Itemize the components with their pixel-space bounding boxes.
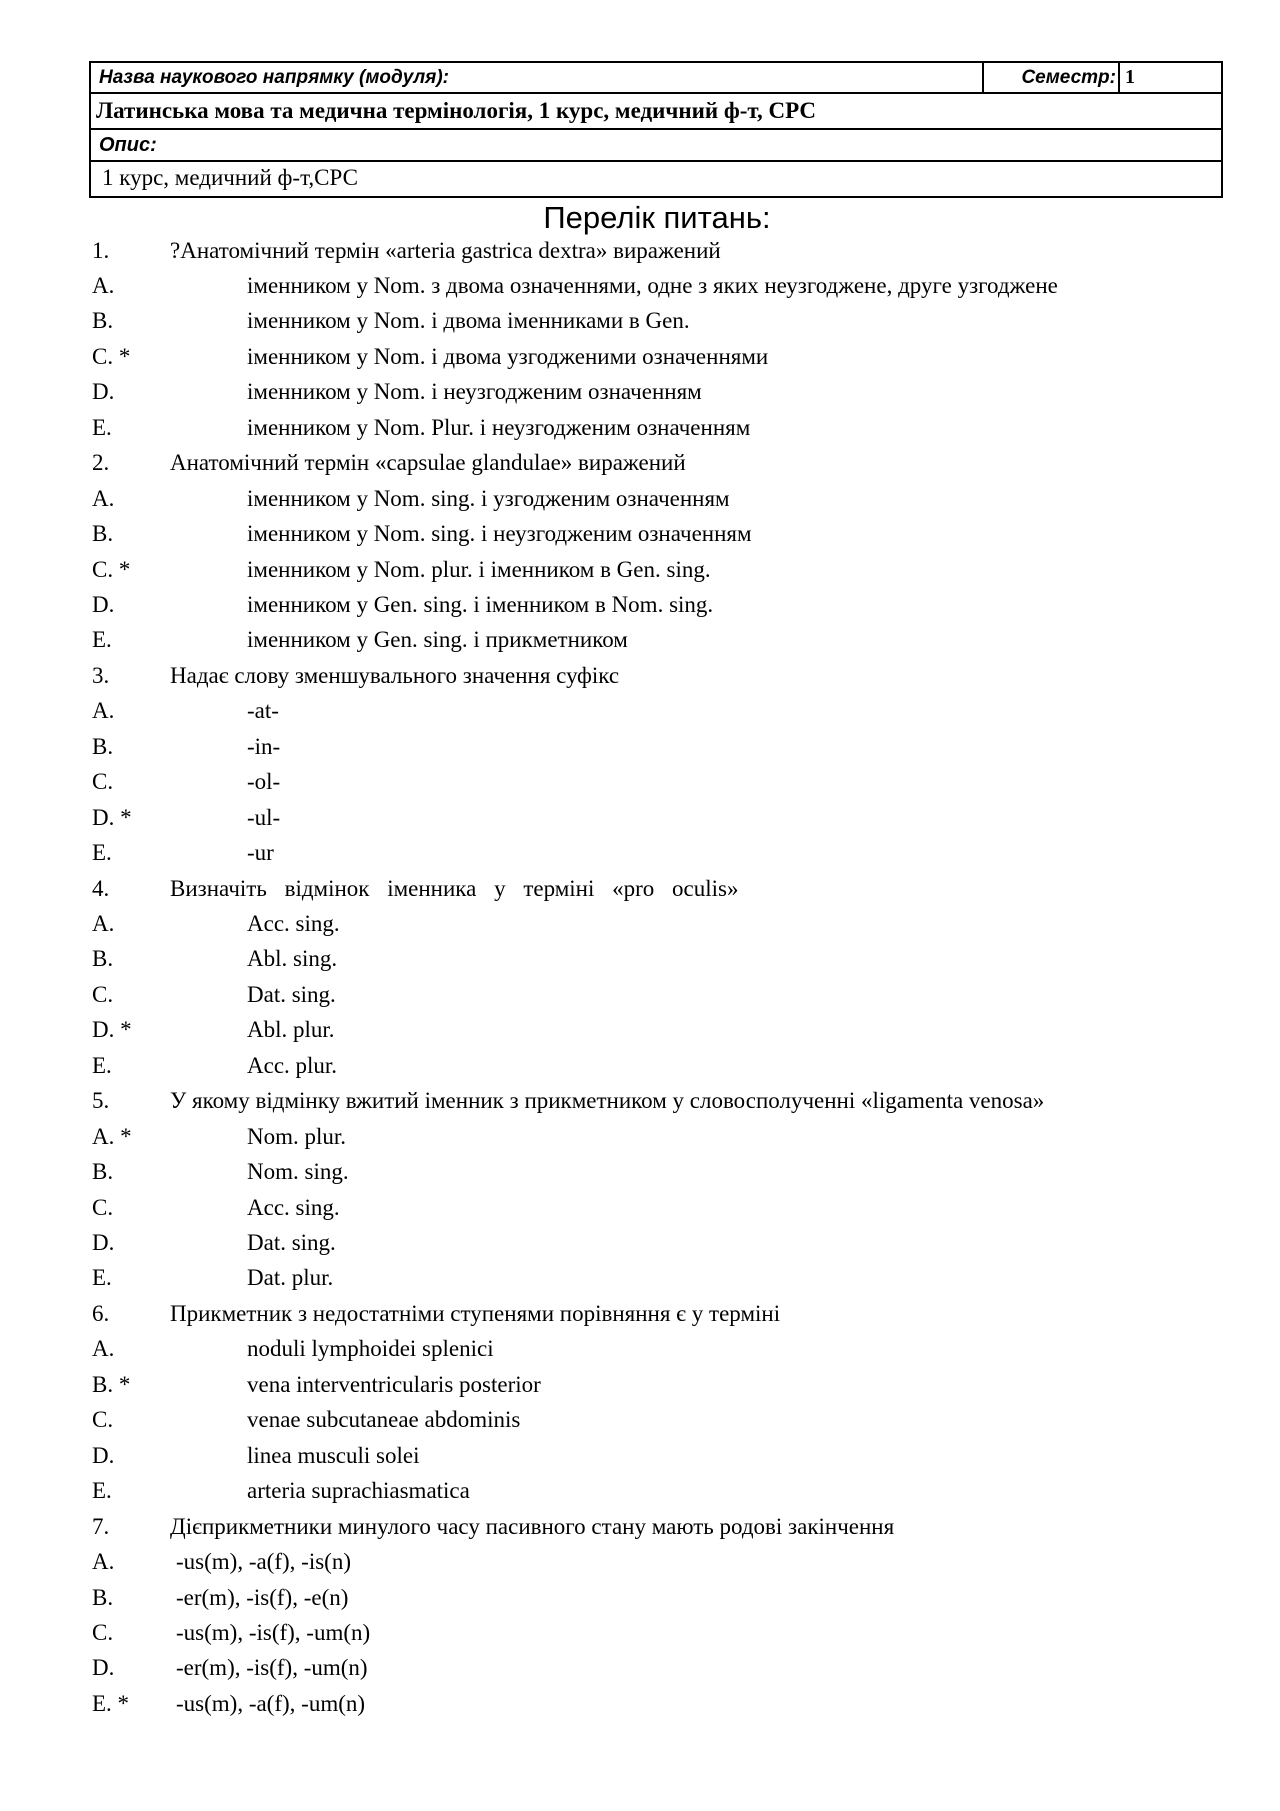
option-label: E. * — [92, 1691, 130, 1716]
option-text: -ur — [247, 840, 274, 865]
option-row — [0, 412, 1280, 444]
option-label: E. — [92, 1265, 112, 1290]
option-row — [0, 979, 1280, 1011]
question-text: Прикметник з недостатніми ступенями порівняння є у терміні — [170, 1301, 781, 1326]
question-text: Визначіть відмінок іменника у терміні «pro oculis» — [170, 876, 739, 901]
option-row — [0, 483, 1280, 515]
question-row — [0, 1298, 1280, 1330]
option-row — [0, 695, 1280, 727]
option-label: A. — [92, 1336, 115, 1361]
option-text: іменником у Nom. і двома іменниками в Gen. — [247, 308, 690, 333]
page-title: Перелік питань: — [543, 200, 771, 235]
option-row — [0, 1050, 1280, 1082]
option-row — [0, 1404, 1280, 1436]
option-row — [0, 1617, 1280, 1649]
option-row — [0, 837, 1280, 869]
option-text: іменником у Nom. і неузгодженим означенням — [247, 379, 702, 404]
option-text: -us(m), -is(f), -um(n) — [176, 1620, 371, 1645]
option-text: іменником у Nom. plur. і іменником в Gen. sing. — [247, 557, 711, 582]
course-title: Латинська мова та медична термінологія, 1 курс, медичний ф-т, СРС — [96, 98, 817, 123]
question-row — [0, 235, 1280, 267]
option-text: Dat. sing. — [247, 982, 336, 1007]
option-text: Abl. plur. — [247, 1017, 335, 1042]
option-label: A. — [92, 1549, 115, 1574]
semester-label: Семестр: — [984, 63, 1120, 92]
option-text: vena interventricularis posterior — [247, 1372, 541, 1397]
option-text: іменником у Gen. sing. і прикметником — [247, 627, 628, 652]
option-label: E. — [92, 1053, 112, 1078]
header-table — [89, 61, 1223, 198]
question-number: 2. — [92, 450, 110, 475]
option-text: -us(m), -a(f), -um(n) — [176, 1691, 366, 1716]
option-row — [0, 589, 1280, 621]
option-text: іменником у Nom. sing. і неузгодженим означенням — [247, 521, 752, 546]
option-text: -us(m), -a(f), -is(n) — [176, 1549, 351, 1574]
option-row — [0, 554, 1280, 586]
option-row — [0, 1440, 1280, 1472]
option-text: іменником у Nom. Plur. і неузгодженим означенням — [247, 415, 751, 440]
option-text: Dat. plur. — [247, 1265, 334, 1290]
option-label: C. — [92, 982, 114, 1007]
option-label: D. — [92, 1443, 115, 1468]
description-label: Опис: — [99, 134, 157, 156]
option-text: іменником у Nom. з двома означеннями, одне з яких неузгоджене, друге узгоджене — [247, 273, 1058, 298]
option-text: -in- — [247, 734, 281, 759]
option-row — [0, 1333, 1280, 1365]
question-number: 4. — [92, 876, 110, 901]
option-row — [0, 1192, 1280, 1224]
option-row — [0, 376, 1280, 408]
option-row — [0, 943, 1280, 975]
header-row-description-label — [91, 130, 1221, 162]
option-text: -at- — [247, 698, 279, 723]
option-row — [0, 731, 1280, 763]
question-row — [0, 447, 1280, 479]
option-label: B. — [92, 734, 114, 759]
direction-label: Назва наукового напрямку (модуля): — [91, 63, 984, 92]
option-label: D. — [92, 379, 115, 404]
option-label: B. — [92, 521, 114, 546]
option-text: Acc. plur. — [247, 1053, 338, 1078]
option-label: C. — [92, 1195, 114, 1220]
question-text: Надає слову зменшувального значення суфікс — [170, 663, 620, 688]
option-text: -er(m), -is(f), -e(n) — [176, 1585, 349, 1610]
question-text: У якому відмінку вжитий іменник з прикметником у словосполученні «ligamenta venosa» — [170, 1088, 1045, 1113]
option-row — [0, 908, 1280, 940]
header-row-direction — [91, 63, 1221, 94]
question-number: 7. — [92, 1514, 110, 1539]
option-row — [0, 1582, 1280, 1614]
option-row — [0, 1369, 1280, 1401]
question-number: 3. — [92, 663, 110, 688]
option-text: Dat. sing. — [247, 1230, 336, 1255]
option-text: Acc. sing. — [247, 1195, 340, 1220]
option-label: A. — [92, 486, 115, 511]
option-row — [0, 1262, 1280, 1294]
option-label: E. — [92, 627, 112, 652]
option-text: -ul- — [247, 805, 281, 830]
option-text: -er(m), -is(f), -um(n) — [176, 1655, 368, 1680]
option-label: B. — [92, 946, 114, 971]
option-row — [0, 766, 1280, 798]
semester-value: 1 — [1125, 66, 1135, 88]
option-label: B. — [92, 308, 114, 333]
header-row-course — [91, 94, 1221, 130]
option-text: Abl. sing. — [247, 946, 338, 971]
description-value: 1 курс, медичний ф-т,СРС — [102, 165, 358, 190]
option-row — [0, 305, 1280, 337]
option-label: C. * — [92, 557, 131, 582]
option-label: D. — [92, 592, 115, 617]
option-label: D. * — [92, 805, 132, 830]
option-label: C. — [92, 1620, 114, 1645]
option-row — [0, 270, 1280, 302]
header-row-description — [91, 162, 1221, 196]
option-text: Nom. sing. — [247, 1159, 349, 1184]
option-row — [0, 1227, 1280, 1259]
option-row — [0, 1688, 1280, 1720]
option-label: B. * — [92, 1372, 131, 1397]
option-label: A. * — [92, 1124, 132, 1149]
option-row — [0, 341, 1280, 373]
question-number: 6. — [92, 1301, 110, 1326]
option-text: Acc. sing. — [247, 911, 340, 936]
option-text: -ol- — [247, 769, 281, 794]
option-label: C. * — [92, 344, 131, 369]
option-row — [0, 1156, 1280, 1188]
option-row — [0, 1652, 1280, 1684]
option-row — [0, 624, 1280, 656]
question-row — [0, 1511, 1280, 1543]
question-number: 5. — [92, 1088, 110, 1113]
option-text: noduli lymphoidei splenici — [247, 1336, 494, 1361]
option-label: D. — [92, 1230, 115, 1255]
question-row — [0, 1085, 1280, 1117]
option-text: linea musculi solei — [247, 1443, 420, 1468]
question-row — [0, 660, 1280, 692]
option-label: B. — [92, 1159, 114, 1184]
option-row — [0, 1475, 1280, 1507]
option-label: A. — [92, 698, 115, 723]
option-row — [0, 1014, 1280, 1046]
question-number: 1. — [92, 238, 110, 263]
option-label: C. — [92, 1407, 114, 1432]
question-text: Анатомічний термін «capsulae glandulae» виражений — [170, 450, 686, 475]
option-text: venae subcutaneae abdominis — [247, 1407, 521, 1432]
option-label: A. — [92, 273, 115, 298]
option-row — [0, 802, 1280, 834]
option-label: E. — [92, 1478, 112, 1503]
option-row — [0, 518, 1280, 550]
option-text: іменником у Nom. sing. і узгодженим означенням — [247, 486, 730, 511]
option-label: C. — [92, 769, 114, 794]
option-row — [0, 1546, 1280, 1578]
option-label: B. — [92, 1585, 114, 1610]
option-label: D. — [92, 1655, 115, 1680]
option-text: arteria suprachiasmatica — [247, 1478, 470, 1503]
option-label: D. * — [92, 1017, 132, 1042]
question-row — [0, 873, 1280, 905]
option-row — [0, 1121, 1280, 1153]
option-label: A. — [92, 911, 115, 936]
option-text: Nom. plur. — [247, 1124, 347, 1149]
option-label: E. — [92, 415, 112, 440]
option-label: E. — [92, 840, 112, 865]
question-text: ?Анатомічний термін «arteria gastrica dextra» виражений — [170, 238, 721, 263]
option-text: іменником у Nom. і двома узгодженими означеннями — [247, 344, 769, 369]
question-text: Дієприкметники минулого часу пасивного стану мають родові закінчення — [170, 1514, 895, 1539]
option-text: іменником у Gen. sing. і іменником в Nom. sing. — [247, 592, 714, 617]
